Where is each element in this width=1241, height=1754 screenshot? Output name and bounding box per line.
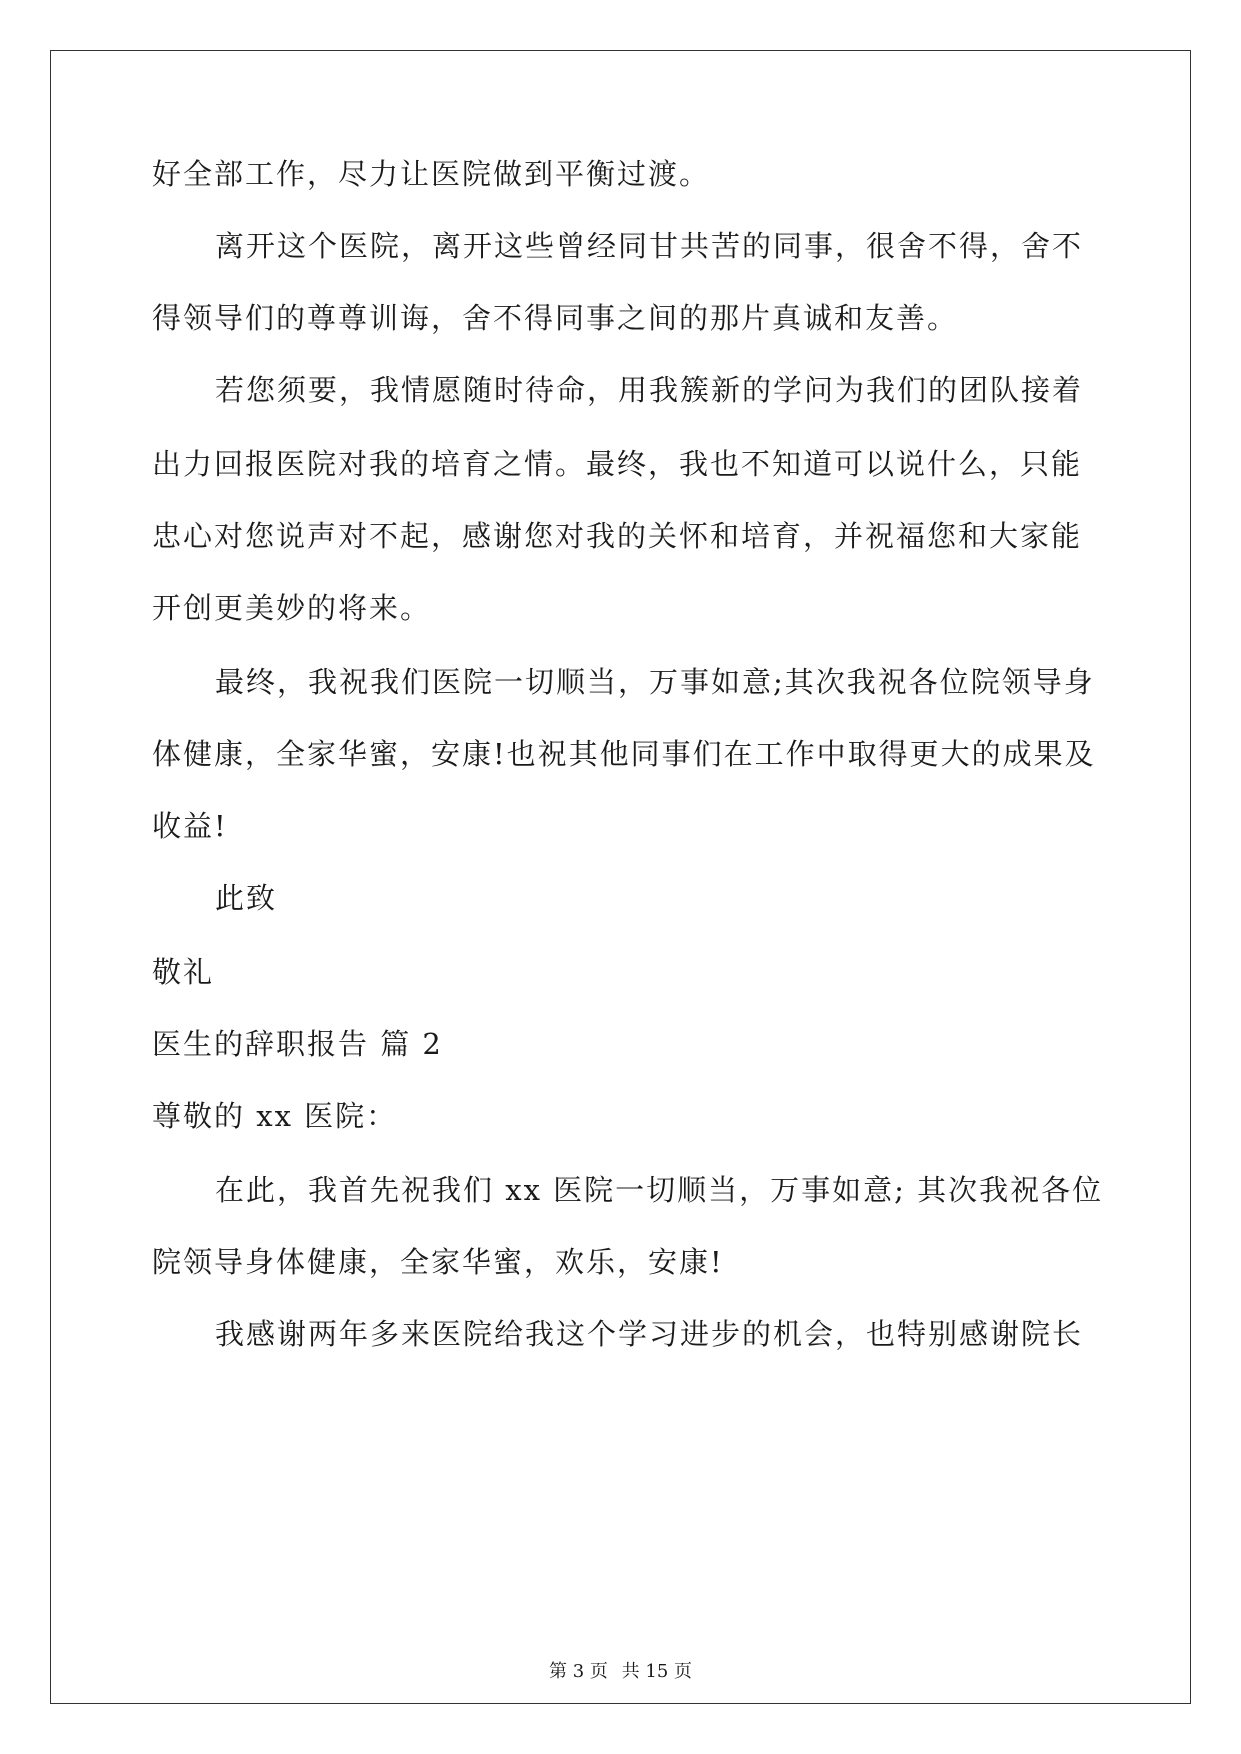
text-line: 出力回报医院对我的培育之情。最终，我也不知道可以说什么，只能 (152, 447, 1083, 481)
letter-salutation: 尊敬的 xx 医院： (152, 1099, 398, 1133)
text-line: 院领导身体健康，全家华蜜，欢乐，安康! (152, 1245, 724, 1279)
text-line: 好全部工作，尽力让医院做到平衡过渡。 (152, 157, 711, 191)
text-line: 最终，我祝我们医院一切顺当，万事如意;其次我祝各位院领导身 (215, 665, 1095, 699)
text-line: 我感谢两年多来医院给我这个学习进步的机会，也特别感谢院长 (215, 1317, 1084, 1351)
salutation-closing: 此致 (215, 881, 278, 915)
total-pages: 共 15 页 (621, 1661, 692, 1682)
text-line: 体健康，全家华蜜，安康!也祝其他同事们在工作中取得更大的成果及 (152, 737, 1096, 771)
page-number: 第 3 页 (549, 1661, 608, 1682)
page-footer (0, 1660, 1241, 1684)
salutation-regards: 敬礼 (152, 955, 215, 989)
text-line: 在此，我首先祝我们 xx 医院一切顺当，万事如意; 其次我祝各位 (215, 1173, 1104, 1207)
text-line: 得领导们的尊尊训诲，舍不得同事之间的那片真诚和友善。 (152, 301, 959, 335)
text-line: 忠心对您说声对不起，感谢您对我的关怀和培育，并祝福您和大家能 (152, 519, 1083, 553)
text-line: 开创更美妙的将来。 (152, 591, 432, 625)
page-frame (50, 50, 1191, 1704)
section-heading: 医生的辞职报告 篇 2 (152, 1027, 443, 1061)
text-line: 收益! (152, 809, 228, 843)
text-line: 离开这个医院，离开这些曾经同甘共苦的同事，很舍不得，舍不 (215, 229, 1084, 263)
text-line: 若您须要，我情愿随时待命，用我簇新的学问为我们的团队接着 (215, 373, 1084, 407)
